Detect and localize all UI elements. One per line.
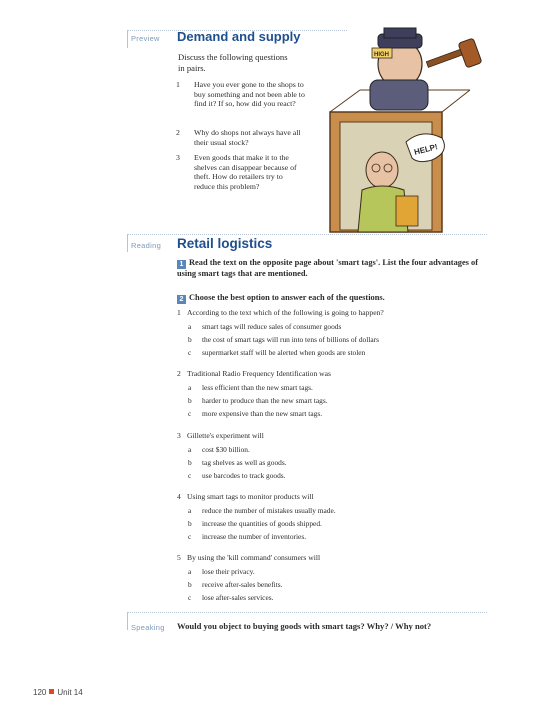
question-stem: Using smart tags to monitor products will bbox=[187, 492, 314, 501]
cartoon-illustration bbox=[300, 20, 525, 240]
option-text: increase the number of inventories. bbox=[202, 532, 307, 541]
footer-square-icon bbox=[49, 689, 54, 694]
option-letter: c bbox=[188, 348, 192, 357]
question-stem: By using the 'kill command' consumers will bbox=[187, 553, 321, 562]
option-text: the cost of smart tags will run into tens of billions of dollars bbox=[202, 335, 379, 344]
reading-section-bar bbox=[127, 234, 128, 252]
task-number-badge: 1 bbox=[177, 260, 186, 269]
option-letter: a bbox=[188, 506, 192, 515]
question-text: Have you ever gone to the shops to buy something and not been able to find it? If so, how did you react? bbox=[194, 80, 305, 109]
preview-question-2 bbox=[176, 128, 316, 148]
option-text: lose after-sales services. bbox=[202, 593, 274, 602]
task-number-badge: 2 bbox=[177, 295, 186, 304]
option-letter: b bbox=[188, 519, 192, 528]
option-text: lose their privacy. bbox=[202, 567, 255, 576]
option-letter: c bbox=[188, 409, 192, 418]
option-text: less efficient than the new smart tags. bbox=[202, 383, 313, 392]
preview-question-1 bbox=[176, 80, 316, 120]
question-stem: According to the text which of the following is going to happen? bbox=[187, 308, 384, 317]
reading-section-rule bbox=[127, 234, 487, 235]
reading-question-5 bbox=[177, 553, 487, 563]
speaking-section-rule bbox=[127, 612, 487, 613]
option-text: tag shelves as well as goods. bbox=[202, 458, 287, 467]
option-text: reduce the number of mistakes usually made. bbox=[202, 506, 336, 515]
option-letter: b bbox=[188, 458, 192, 467]
option-text: receive after-sales benefits. bbox=[202, 580, 283, 589]
question-number: 3 bbox=[176, 153, 180, 162]
option-letter: c bbox=[188, 532, 192, 541]
option-text: cost $30 billion. bbox=[202, 445, 250, 454]
cartoon-speech-text: HELP! bbox=[413, 142, 439, 157]
question-text: Why do shops not always have all their usual stock? bbox=[194, 128, 301, 147]
question-number: 2 bbox=[177, 369, 181, 378]
task-text: Choose the best option to answer each of the questions. bbox=[189, 293, 385, 302]
option-text: supermarket staff will be alerted when goods are stolen bbox=[202, 348, 366, 357]
option-letter: a bbox=[188, 445, 192, 454]
question-stem: Gillette's experiment will bbox=[187, 431, 264, 440]
option-text: increase the quantities of goods shipped. bbox=[202, 519, 322, 528]
option-letter: c bbox=[188, 471, 192, 480]
preview-title: Demand and supply bbox=[177, 29, 301, 44]
reading-task-1 bbox=[177, 258, 487, 279]
speaking-section-bar bbox=[127, 612, 128, 630]
reading-question-4 bbox=[177, 492, 487, 502]
preview-question-3 bbox=[176, 153, 316, 213]
option-text: more expensive than the new smart tags. bbox=[202, 409, 323, 418]
preview-section-bar bbox=[127, 30, 128, 48]
option-letter: b bbox=[188, 396, 192, 405]
preview-intro: Discuss the following questions in pairs. bbox=[178, 52, 288, 73]
reading-label: Reading bbox=[131, 241, 162, 250]
reading-question-3 bbox=[177, 431, 487, 441]
reading-task-2 bbox=[177, 293, 487, 304]
question-stem: Traditional Radio Frequency Identification was bbox=[187, 369, 331, 378]
reading-question-1 bbox=[177, 308, 487, 318]
question-text: Even goods that make it to the shelves can disappear because of theft. How do retailers try to reduce this problem? bbox=[194, 153, 297, 191]
reading-question-2 bbox=[177, 369, 487, 379]
speaking-label: Speaking bbox=[131, 623, 165, 632]
option-letter: a bbox=[188, 383, 192, 392]
option-text: use barcodes to track goods. bbox=[202, 471, 286, 480]
option-letter: c bbox=[188, 593, 192, 602]
option-letter: a bbox=[188, 567, 192, 576]
reading-title: Retail logistics bbox=[177, 236, 273, 251]
question-number: 1 bbox=[176, 80, 180, 89]
option-text: smart tags will reduce sales of consumer goods bbox=[202, 322, 342, 331]
page-number: 120 bbox=[33, 688, 47, 697]
option-letter: b bbox=[188, 580, 192, 589]
cartoon-sign-text: HIGH bbox=[374, 52, 389, 58]
speaking-prompt: Would you object to buying goods with smart tags? Why? / Why not? bbox=[177, 621, 432, 631]
unit-label: Unit 14 bbox=[57, 688, 83, 697]
question-number: 1 bbox=[177, 308, 181, 317]
question-number: 3 bbox=[177, 431, 181, 440]
option-text: harder to produce than the new smart tags. bbox=[202, 396, 328, 405]
question-number: 2 bbox=[176, 128, 180, 137]
option-letter: a bbox=[188, 322, 192, 331]
question-number: 5 bbox=[177, 553, 181, 562]
option-letter: b bbox=[188, 335, 192, 344]
question-number: 4 bbox=[177, 492, 181, 501]
preview-label: Preview bbox=[131, 34, 160, 43]
task-text: Read the text on the opposite page about 'smart tags'. List the four advantages of using smart tags that are mentioned. bbox=[177, 258, 479, 278]
page-footer bbox=[33, 688, 83, 697]
